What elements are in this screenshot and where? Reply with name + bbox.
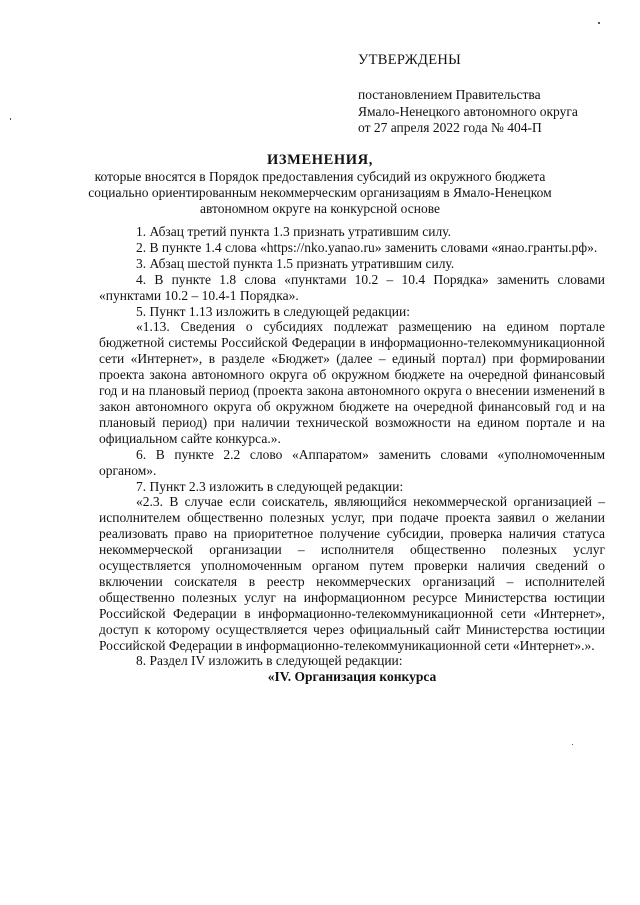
scan-speck (10, 118, 11, 120)
scan-speck (572, 744, 573, 745)
section-title: «IV. Организация конкурса (267, 669, 437, 685)
approval-line-3: от 27 апреля 2022 года № 404-П (358, 120, 542, 135)
item-5: 5. Пункт 1.13 изложить в следующей редакции: (136, 303, 410, 319)
approval-line-2: Ямало-Ненецкого автономного округа (358, 103, 578, 119)
item-7-quote: «2.3. В случае если соискатель, являющийся некоммерческой организацией – исполнителем общественно полезных услуг, при подаче проекта заявил о желании реализовать право на приоритетное получение субсидии, проверка наличия статуса некоммерческой организации – исполнителя общественно полезных услуг осуществляется уполномоченным органом путем проверки наличия сведений о включении соискателя в реестр некоммерческих организаций – исполнителей общественно полезных услуг на информационном ресурсе Министерства юстиции Российской Федерации в информационно-телекоммуникационной сети «Интернет», доступ к которому осуществляется через официальный сайт Министерства юстиции Российской Федерации в информационно-телекоммуникационной сети «Интернет».». (99, 494, 605, 653)
item-3: 3. Абзац шестой пункта 1.5 признать утратившим силу. (136, 255, 455, 271)
approval-title: УТВЕРЖДЕНЫ (358, 52, 462, 68)
document-subtitle: которые вносятся в Порядок предоставления субсидий из окружного бюджета социально ориентированным некоммерческим организациям в Ямало-Ненецком автономном округе на конкурсной основе (88, 169, 552, 216)
item-2: 2. В пункте 1.4 слова «https://nko.yanao.ru» заменить словами «янао.гранты.рф». (136, 239, 598, 255)
item-6: 6. В пункте 2.2 слово «Аппаратом» заменить словами «уполномоченным органом». (99, 446, 605, 478)
approval-block (358, 52, 628, 137)
item-7: 7. Пункт 2.3 изложить в следующей редакции: (136, 478, 404, 494)
scan-speck (598, 22, 600, 24)
document-heading (80, 152, 560, 217)
document-title: ИЗМЕНЕНИЯ, (267, 152, 373, 168)
approval-line-1: постановлением Правительства (358, 87, 541, 102)
item-5-quote: «1.13. Сведения о субсидиях подлежат размещению на едином портале бюджетной системы Российской Федерации в информационно-телекоммуникационной сети «Интернет», в разделе «Бюджет» (далее – единый портал) при формировании проекта закона автономного округа об окружном бюджете на очередной финансовый год и на плановый период (проекта закона автономного округа о внесении изменений в закон автономного округа об окружном бюджете на очередной финансовый год и на плановый период) при наличии технической возможности на едином портале и на официальном сайте конкурса.». (99, 319, 605, 446)
item-4: 4. В пункте 1.8 слова «пунктами 10.2 – 10.4 Порядка» заменить словами «пунктами 10.2 – 10.4-1 Порядка». (99, 271, 605, 303)
document-body (99, 224, 605, 685)
item-1: 1. Абзац третий пункта 1.3 признать утратившим силу. (136, 224, 451, 239)
item-8: 8. Раздел IV изложить в следующей редакции: (136, 653, 403, 669)
